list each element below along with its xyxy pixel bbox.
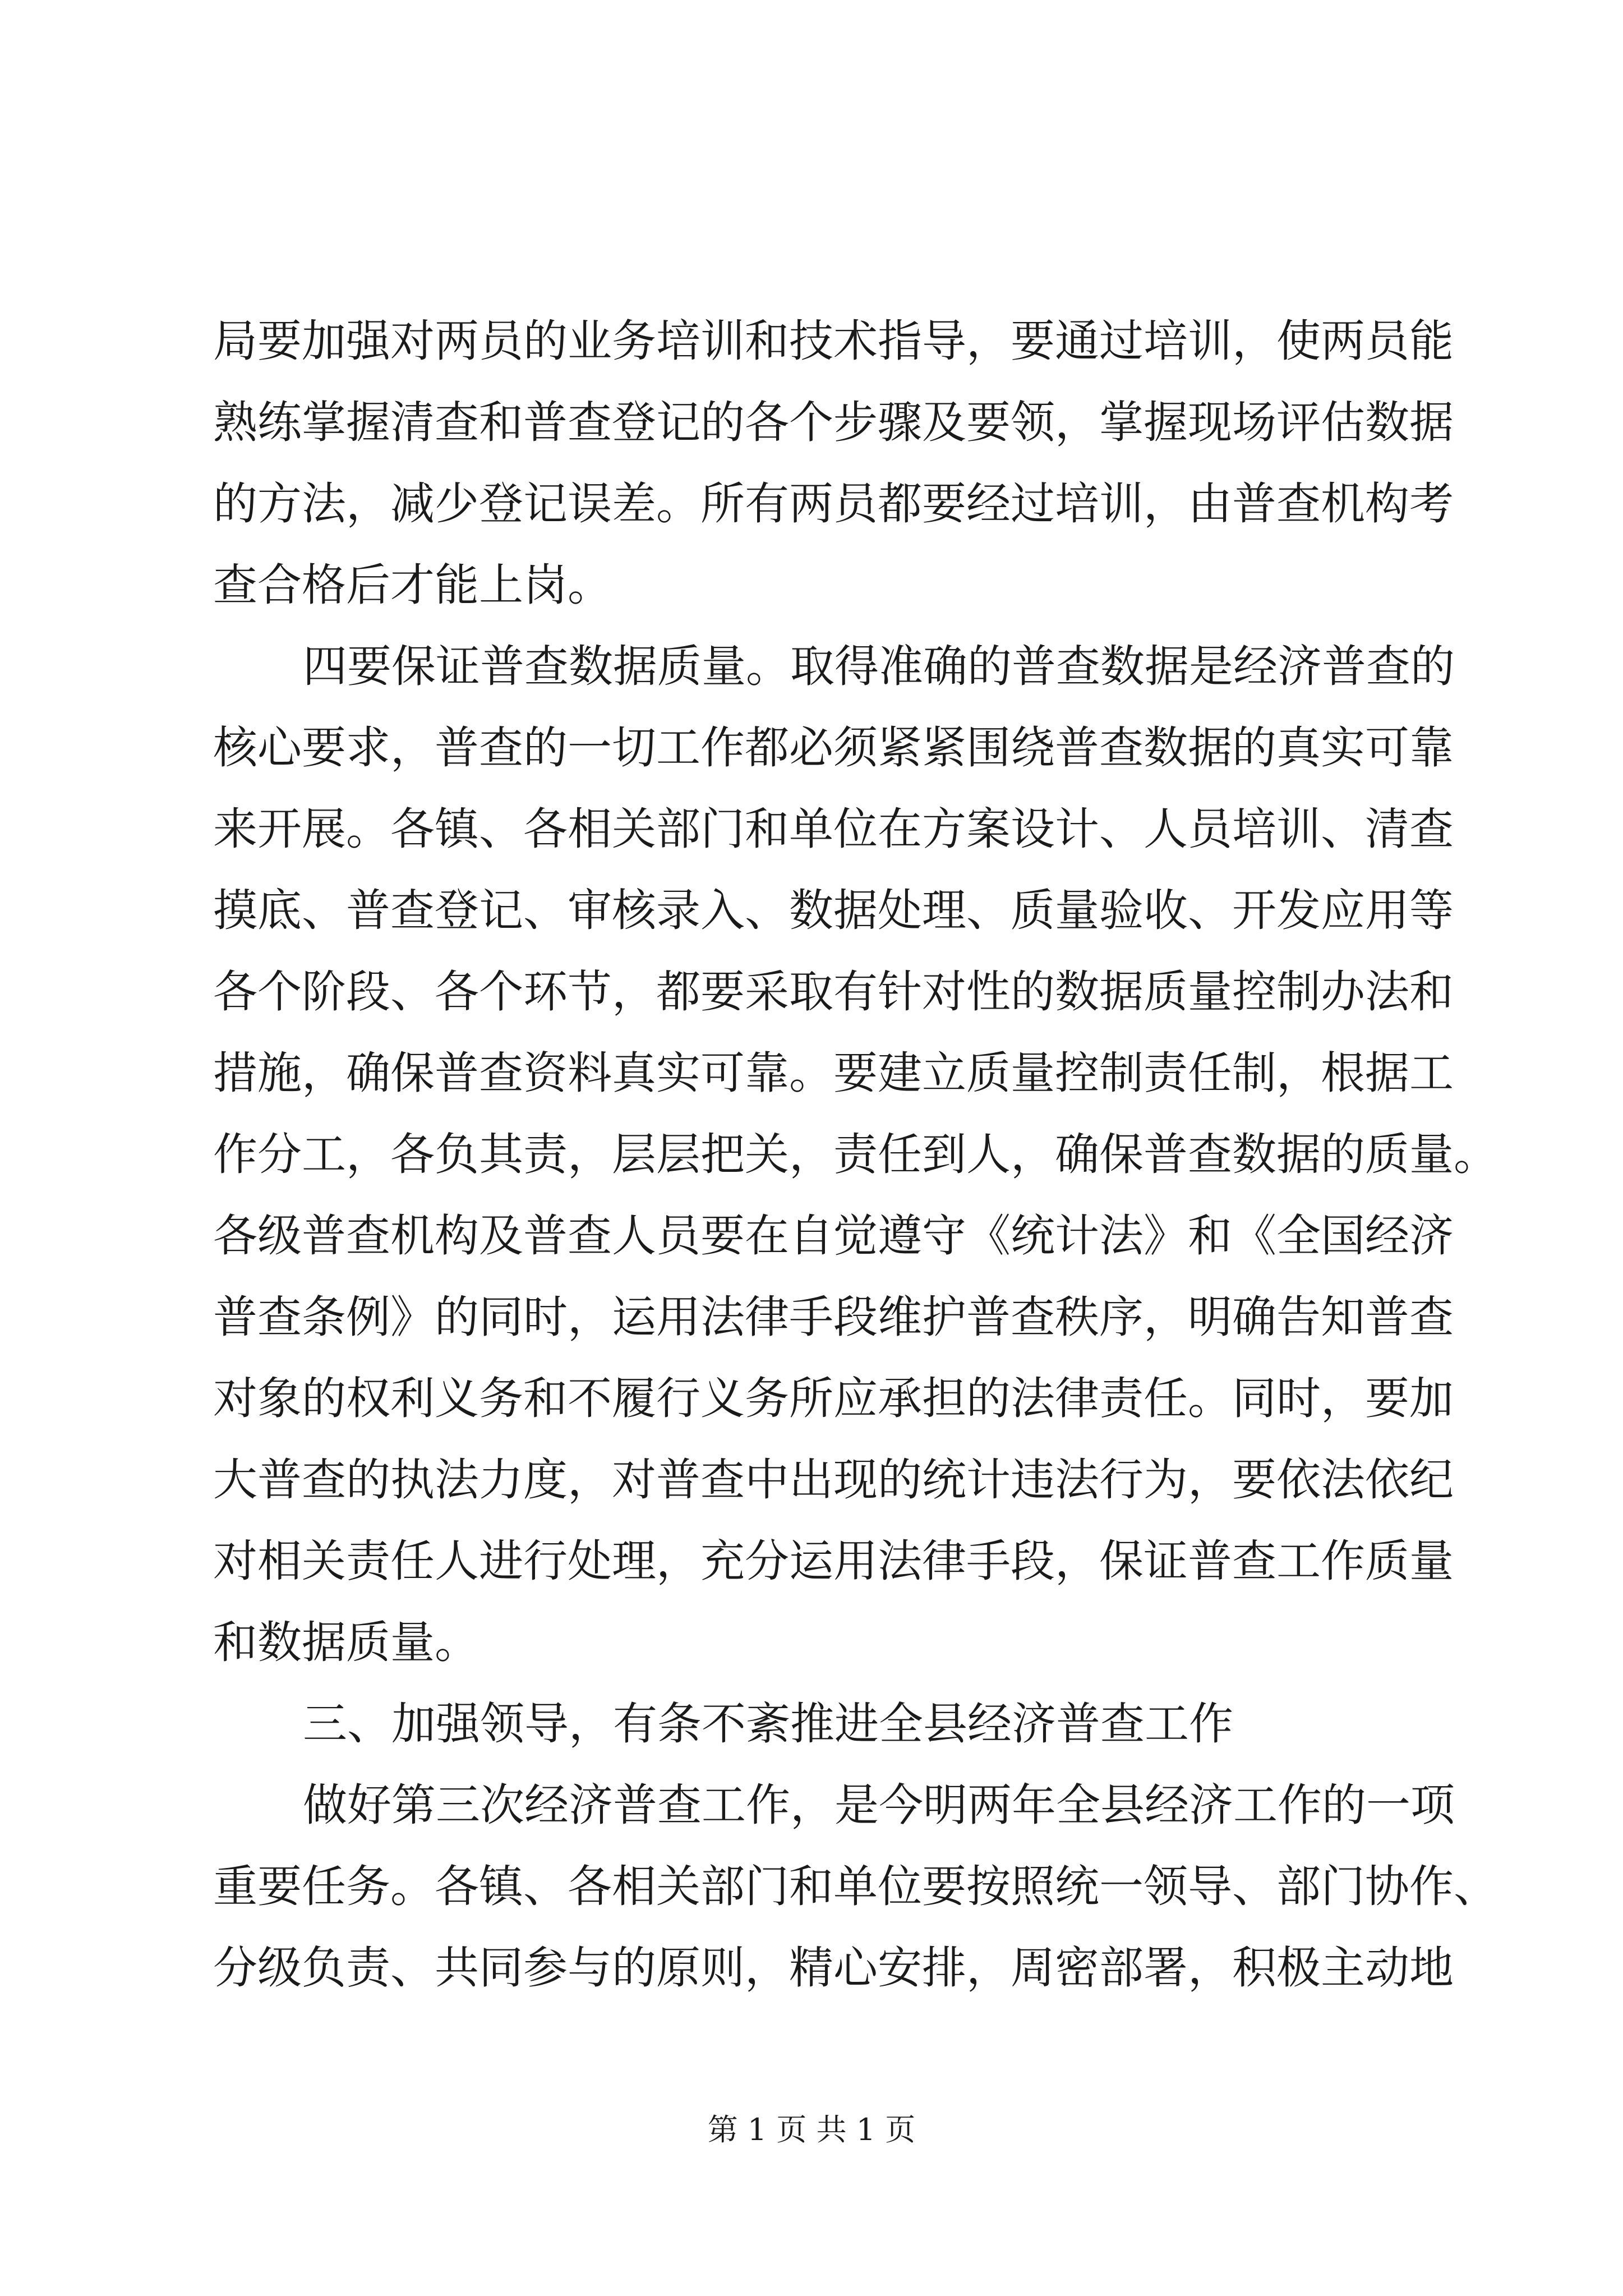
text-line: 查合格后才能上岗。: [213, 559, 612, 611]
text-line: 局要加强对两员的业务培训和技术指导，要通过培训，使两员能: [213, 315, 1454, 367]
text-line: 分级负责、共同参与的原则，精心安排，周密部署，积极主动地: [213, 1942, 1454, 1994]
text-line: 对象的权利义务和不履行义务所应承担的法律责任。同时，要加: [213, 1373, 1454, 1424]
text-line: 的方法，减少登记误差。所有两员都要经过培训，由普查机构考: [213, 478, 1454, 530]
paragraph-start-line: 做好第三次经济普查工作，是今明两年全县经济工作的一项: [303, 1779, 1455, 1831]
text-line: 摸底、普查登记、审核录入、数据处理、质量验收、开发应用等: [213, 885, 1454, 936]
section-heading: 三、加强领导，有条不紊推进全县经济普查工作: [303, 1698, 1233, 1750]
text-line: 大普查的执法力度，对普查中出现的统计违法行为，要依法依纪: [213, 1454, 1454, 1506]
text-line: 核心要求，普查的一切工作都必须紧紧围绕普查数据的真实可靠: [213, 722, 1454, 774]
text-line: 重要任务。各镇、各相关部门和单位要按照统一领导、部门协作、: [213, 1861, 1498, 1912]
text-line: 来开展。各镇、各相关部门和单位在方案设计、人员培训、清查: [213, 803, 1454, 855]
body-text: [213, 301, 1498, 2009]
text-line: 措施，确保普查资料真实可靠。要建立质量控制责任制，根据工: [213, 1047, 1454, 1099]
text-line: 作分工，各负其责，层层把关，责任到人，确保普查数据的质量。: [213, 1129, 1498, 1180]
text-line: 各级普查机构及普查人员要在自觉遵守《统计法》和《全国经济: [213, 1210, 1454, 1262]
text-line: 各个阶段、各个环节，都要采取有针对性的数据质量控制办法和: [213, 966, 1454, 1018]
text-line: 普查条例》的同时，运用法律手段维护普查秩序，明确告知普查: [213, 1291, 1454, 1343]
paragraph-start-line: 四要保证普查数据质量。取得准确的普查数据是经济普查的: [303, 641, 1455, 692]
text-line: 和数据质量。: [213, 1617, 479, 1668]
page-footer: 第 1 页 共 1 页: [707, 2112, 916, 2147]
text-line: 对相关责任人进行处理，充分运用法律手段，保证普查工作质量: [213, 1535, 1454, 1587]
text-line: 熟练掌握清查和普查登记的各个步骤及要领，掌握现场评估数据: [213, 397, 1454, 448]
